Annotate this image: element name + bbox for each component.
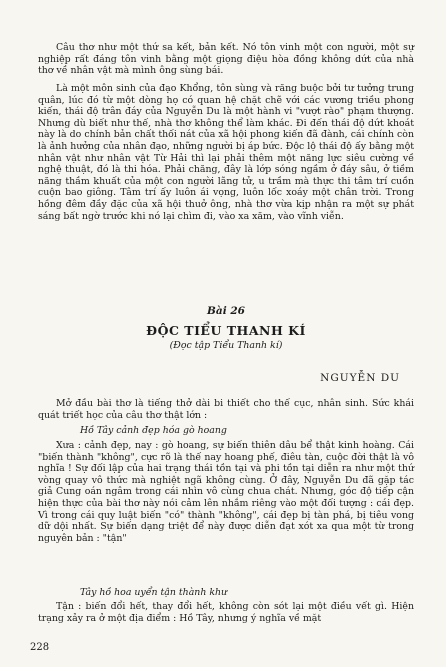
- page-number: 228: [30, 642, 50, 653]
- author-name: NGUYỄN DU: [320, 372, 400, 384]
- quote-line-1: Hồ Tây cảnh đẹp hóa gò hoang: [80, 425, 227, 436]
- paragraph-3: Mở đầu bài thơ là tiếng thở dài bi thiết cho thế cục, nhân sinh. Sức khái quát triết học của câu thơ thật lớn :: [38, 398, 414, 421]
- paragraph-4: Xưa : cảnh đẹp, nay : gò hoang, sự biến thiên dâu bể thật kinh hoàng. Cái "biến thành "không", cực rõ là thế nay hoang phế, điêu tàn, cuộc đời thật là vô nghĩa ! Sự đối lập của hai trạng thái tồn tại và phi tồn tại diễn ra như một thứ vòng quay vô thức mà nghiệt ngã không cùng. Ở đây, Nguyễn Du đã gặp tác giả Cung oán ngâm trong cái nhìn vô cùng chua chát. Nhưng, góc độ tiếp cận hiện thực của bài thơ này nói cảm lên nhắm riêng vào một đối tượng : cái đẹp. Vì trong cái quy luật biến "có" thành "không", cái đẹp bị tàn phá, bị tiêu vong dữ dội nhất. Sự biến dạng triệt để này được diễn đạt xót xa qua một từ trong nguyên bản : "tận": [38, 440, 414, 544]
- lesson-number: Bài 26: [207, 305, 245, 317]
- text-block-commentary: [38, 440, 414, 544]
- text-block-bottom: [38, 601, 414, 624]
- text-block-top: [38, 42, 414, 77]
- text-block-intro: [38, 398, 414, 421]
- poem-title: ĐỘC TIỂU THANH KÍ: [146, 323, 306, 338]
- paragraph-1: Câu thơ như một thứ sa kết, bản kết. Nó tôn vinh một con người, một sự nghiệp rất đáng tôn vinh bằng một giọng điệu hòa đồng không dứt của nhà thơ về nhân vật mà mình ông sùng bái.: [38, 42, 414, 77]
- quote-line-2: Tây hồ hoa uyển tận thành khư: [80, 587, 228, 598]
- poem-subtitle: (Đọc tập Tiểu Thanh kí): [169, 340, 283, 351]
- paragraph-5: Tận : biến đổi hết, thay đổi hết, không còn sót lại một điều vết gì. Hiện trạng xảy ra ở một địa điểm : Hồ Tây, nhưng ý nghĩa về mặt: [38, 601, 414, 624]
- paragraph-2: Là một môn sinh của đạo Khổng, tôn sùng và răng buộc bởi tư tưởng trung quân, lúc đó từ một dòng họ có quan hệ chặt chẽ với các vương triều phong kiến, thái độ trân đáy của Nguyễn Du là một hành vi "vượt rào" phạm thượng. Nhưng dù biết như thế, nhà thơ không thể làm khác. Đi đến thái độ dứt khoát này là do chính bản chất thối nát của xã hội phong kiến đã đành, cái chính còn là ảnh hưởng của nhân đạo, những người bị áp bức. Độc lộ thái độ ấy bằng một nhân vật như nhân vật Từ Hải thì lại phải thêm một năng lực siêu cường về nghệ thuật, đó là thi hóa. Phải chăng, đây là lớp sóng ngầm ở đáy sâu, ở tiềm năng thầm khuất của một con người lãng tử, u trầm mà thực thi tâm trí cuồn cuộn bao giông. Tâm trí ấy luôn ái vọng, luôn lốc xoáy một chân trời. Trong hồng đêm đầy đặc của xã hội thuở ông, nhà thơ vừa kịp nhận ra một sự phát sáng bất ngờ trước khi nó lại chìm đi, vào xa xăm, vào vĩnh viễn.: [38, 83, 414, 222]
- text-block-analysis: [38, 83, 414, 222]
